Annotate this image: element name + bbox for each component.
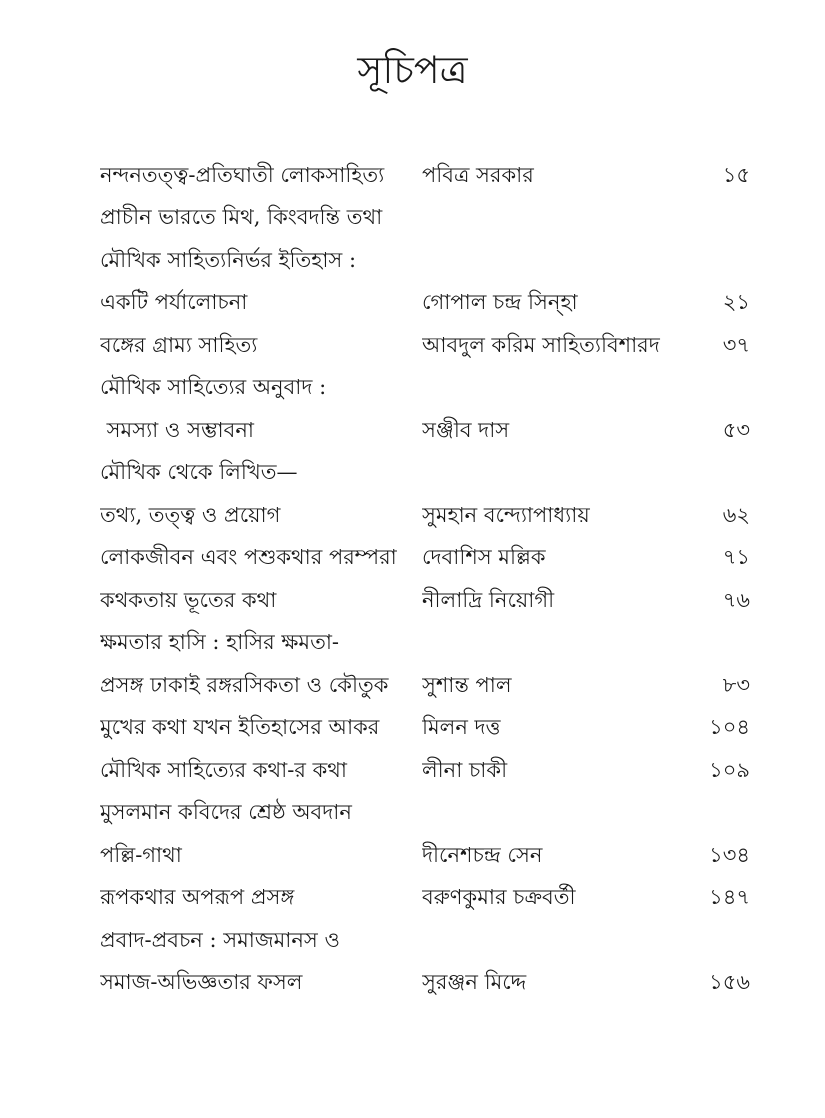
toc-entry-page: ১০৪: [709, 715, 750, 740]
toc-row: [100, 835, 750, 878]
toc-entry-author: সঞ্জীব দাস: [422, 417, 510, 442]
toc-row: [100, 453, 750, 496]
toc-row: [100, 920, 750, 963]
toc-entry-author: দীনেশচন্দ্র সেন: [422, 842, 543, 867]
toc-entry-title: মৌখিক থেকে লিখিত—: [100, 460, 298, 485]
toc-entry-page: ৮৩: [722, 672, 750, 697]
toc-entry-title: তথ্য, তত্ত্ব ও প্রয়োগ: [100, 502, 281, 527]
toc-entry-author: পবিত্র সরকার: [422, 162, 534, 187]
toc-entry-author: বরুণকুমার চক্রবর্তী: [422, 885, 576, 910]
toc-entry-title: রূপকথার অপরূপ প্রসঙ্গ: [100, 885, 295, 910]
toc-row: [100, 538, 750, 581]
toc-row: [100, 878, 750, 921]
toc-entry-author: সুমহান বন্দ্যোপাধ্যায়: [422, 502, 590, 527]
toc-row: [100, 495, 750, 538]
toc-entry-title: সমাজ-অভিজ্ঞতার ফসল: [100, 970, 303, 995]
toc-entry-title: পল্লি-গাথা: [100, 842, 182, 867]
toc-row: [100, 283, 750, 326]
toc-entry-title: মৌখিক সাহিত্যের কথা-র কথা: [100, 757, 347, 782]
toc-entry-author: আবদুল করিম সাহিত্যবিশারদ: [422, 332, 660, 357]
toc-entry-page: ১৩৪: [709, 842, 750, 867]
toc-entry-title: কথকতায় ভূতের কথা: [100, 587, 277, 612]
toc-entry-page: ১৪৭: [709, 885, 750, 910]
toc-entry-title: প্রাচীন ভারতে মিথ, কিংবদন্তি তথা: [100, 205, 383, 230]
toc-entry-page: ১০৯: [709, 757, 750, 782]
page-title: সূচিপত্র: [357, 48, 468, 92]
toc-entry-title: নন্দনতত্ত্ব-প্রতিঘাতী লোকসাহিত্য: [100, 162, 385, 187]
toc-entry-title: মুসলমান কবিদের শ্রেষ্ঠ অবদান: [100, 800, 352, 825]
toc-entry-page: ৬২: [722, 502, 750, 527]
toc-row: [100, 708, 750, 751]
toc-row: [100, 368, 750, 411]
toc-row: [100, 198, 750, 241]
toc-entry-author: দেবাশিস মল্লিক: [422, 545, 546, 570]
toc-entry-author: লীনা চাকী: [422, 757, 508, 782]
toc-entry-title: প্রবাদ-প্রবচন : সমাজমানস ও: [100, 927, 340, 952]
toc-row: [100, 793, 750, 836]
table-of-contents: [100, 155, 750, 1005]
toc-entry-page: ৩৭: [722, 332, 750, 357]
toc-row: [100, 623, 750, 666]
toc-entry-title: লোকজীবন এবং পশুকথার পরম্পরা: [100, 545, 397, 570]
toc-entry-author: নীলাদ্রি নিয়োগী: [422, 587, 555, 612]
toc-entry-author: সুশান্ত পাল: [422, 672, 512, 697]
toc-row: [100, 155, 750, 198]
toc-entry-title: প্রসঙ্গ ঢাকাই রঙ্গরসিকতা ও কৌতুক: [100, 672, 389, 697]
toc-entry-title: সমস্যা ও সম্ভাবনা: [100, 417, 254, 442]
toc-row: [100, 963, 750, 1006]
toc-entry-author: মিলন দত্ত: [422, 715, 501, 740]
toc-entry-author: গোপাল চন্দ্র সিন্‌হা: [422, 290, 578, 315]
toc-entry-page: ২১: [722, 290, 750, 315]
toc-row: [100, 665, 750, 708]
toc-entry-title: ক্ষমতার হাসি : হাসির ক্ষমতা-: [100, 630, 340, 655]
toc-row: [100, 410, 750, 453]
toc-entry-page: ১৫: [722, 162, 750, 187]
toc-entry-title: মৌখিক সাহিত্যের অনুবাদ :: [100, 375, 327, 400]
toc-entry-title: বঙ্গের গ্রাম্য সাহিত্য: [100, 332, 258, 357]
toc-entry-page: ৭১: [722, 545, 750, 570]
toc-entry-author: সুরঞ্জন মিদ্দে: [422, 970, 527, 995]
toc-row: [100, 750, 750, 793]
toc-entry-page: ৫৩: [722, 417, 750, 442]
toc-entry-title: মুখের কথা যখন ইতিহাসের আকর: [100, 715, 380, 740]
toc-entry-title: একটি পর্যালোচনা: [100, 290, 248, 315]
toc-row: [100, 580, 750, 623]
toc-row: [100, 240, 750, 283]
toc-entry-page: ৭৬: [722, 587, 750, 612]
toc-entry-title: মৌখিক সাহিত্যনির্ভর ইতিহাস :: [100, 247, 357, 272]
toc-row: [100, 325, 750, 368]
toc-entry-page: ১৫৬: [709, 970, 750, 995]
